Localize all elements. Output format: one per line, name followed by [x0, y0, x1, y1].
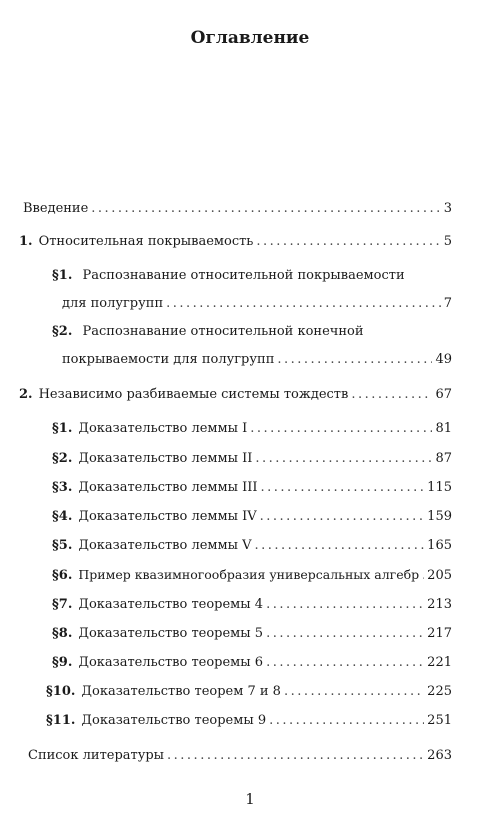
toc-entry-text: Доказательство теоремы 4 [78, 597, 264, 612]
toc-entry-text: Пример квазимногообразия универсальных алгебр [78, 567, 420, 582]
toc-chapter-number: 2. [19, 387, 33, 402]
toc-entry-text: Доказательство леммы V [78, 538, 252, 553]
toc-leader-dots [266, 626, 424, 641]
toc-entry-text: Распознавание относительной конечной [82, 324, 364, 339]
toc-section-number: §1. [52, 421, 73, 436]
toc-entry-ch2-s6[interactable] [52, 567, 452, 583]
toc-entry-text: Доказательство теоремы 6 [78, 655, 264, 670]
toc-section-number: §3. [52, 480, 73, 495]
toc-page-number: 87 [435, 451, 452, 466]
toc-entry-ch2-s3[interactable] [52, 480, 452, 495]
toc-entry-ch1-s2-line2[interactable] [62, 352, 452, 367]
toc-entry-text: Введение [23, 201, 89, 216]
toc-section-number: §4. [52, 509, 73, 524]
toc-section-number: §2. [52, 451, 73, 466]
toc-entry-text: Доказательство теоремы 5 [78, 626, 264, 641]
toc-page-number: 205 [427, 568, 452, 583]
toc-entry-text: Доказательство леммы I [78, 421, 248, 436]
toc-entry-ch2-s10[interactable] [46, 684, 452, 699]
toc-page-number: 221 [427, 655, 452, 670]
toc-leader-dots [91, 201, 440, 216]
toc-entry-text: Доказательство леммы II [78, 451, 253, 466]
toc-page-number: 67 [435, 387, 452, 402]
toc-page-number: 7 [443, 296, 452, 311]
toc-entry-intro[interactable] [23, 201, 452, 216]
toc-leader-dots [256, 234, 440, 249]
toc-entry-ch2-s7[interactable] [52, 597, 452, 612]
toc-section-number: §7. [52, 597, 73, 612]
toc-entry-ch2-s2[interactable] [52, 451, 452, 466]
toc-entry-ch2-s8[interactable] [52, 626, 452, 641]
toc-entry-ch1-s1-line2[interactable] [62, 296, 452, 311]
toc-section-number: §9. [52, 655, 73, 670]
toc-entry-text: Доказательство теоремы 9 [81, 713, 267, 728]
toc-leader-dots [266, 655, 424, 670]
toc-entry-text: Независимо разбиваемые системы тождеств [38, 387, 349, 402]
toc-page-number: 81 [435, 421, 452, 436]
toc-entry-references[interactable] [28, 748, 452, 763]
page-number: 1 [245, 790, 255, 808]
toc-entry-ch2-s5[interactable] [52, 538, 452, 553]
toc-page-number: 5 [443, 234, 452, 249]
toc-entry-chapter-2[interactable] [19, 387, 452, 402]
toc-leader-dots [250, 421, 432, 436]
toc-entry-ch2-s11[interactable] [46, 713, 452, 728]
toc-page-number: 49 [435, 352, 452, 367]
page-title: Оглавление [190, 28, 310, 48]
toc-leader-dots [422, 568, 424, 583]
toc-page-number: 217 [427, 626, 452, 641]
toc-leader-dots [277, 352, 432, 367]
toc-entry-ch2-s1[interactable] [52, 421, 452, 436]
toc-section-number: §10. [46, 684, 76, 699]
toc-entry-text: Доказательство леммы III [78, 480, 258, 495]
toc-page-number: 165 [427, 538, 452, 553]
toc-page-number: 115 [427, 480, 452, 495]
toc-chapter-number: 1. [19, 234, 33, 249]
toc-page-number: 3 [443, 201, 452, 216]
toc-leader-dots [255, 538, 425, 553]
toc-entry-text: Доказательство леммы IV [78, 509, 257, 524]
toc-section-number: §11. [46, 713, 76, 728]
toc-leader-dots [260, 509, 425, 524]
toc-entry-ch2-s4[interactable] [52, 509, 452, 524]
toc-entry-ch2-s9[interactable] [52, 655, 452, 670]
toc-entry-text: Распознавание относительной покрываемости [82, 268, 405, 283]
toc-page-number: 225 [427, 684, 452, 699]
toc-page-number: 213 [427, 597, 452, 612]
toc-entry-ch1-s2-line1[interactable] [52, 324, 364, 339]
toc-entry-text: покрываемости для полугрупп [62, 352, 275, 367]
toc-page-number: 263 [427, 748, 452, 763]
toc-entry-text: для полугрупп [62, 296, 164, 311]
toc-section-number: §6. [52, 568, 73, 583]
toc-entry-chapter-1[interactable] [19, 234, 452, 249]
toc-entry-text: Список литературы [28, 748, 165, 763]
toc-page-number: 159 [427, 509, 452, 524]
toc-leader-dots [261, 480, 425, 495]
toc-page-number: 251 [427, 713, 452, 728]
toc-section-number: §1. [52, 268, 73, 283]
toc-leader-dots [167, 748, 424, 763]
toc-section-number: §2. [52, 324, 73, 339]
toc-leader-dots [255, 451, 432, 466]
toc-section-number: §8. [52, 626, 73, 641]
toc-leader-dots [351, 387, 432, 402]
toc-leader-dots [166, 296, 441, 311]
toc-entry-text: Доказательство теорем 7 и 8 [81, 684, 281, 699]
toc-section-number: §5. [52, 538, 73, 553]
toc-leader-dots [269, 713, 424, 728]
toc-leader-dots [284, 684, 424, 699]
toc-entry-ch1-s1-line1[interactable] [52, 268, 405, 283]
toc-entry-text: Относительная покрываемость [38, 234, 254, 249]
toc-leader-dots [266, 597, 424, 612]
